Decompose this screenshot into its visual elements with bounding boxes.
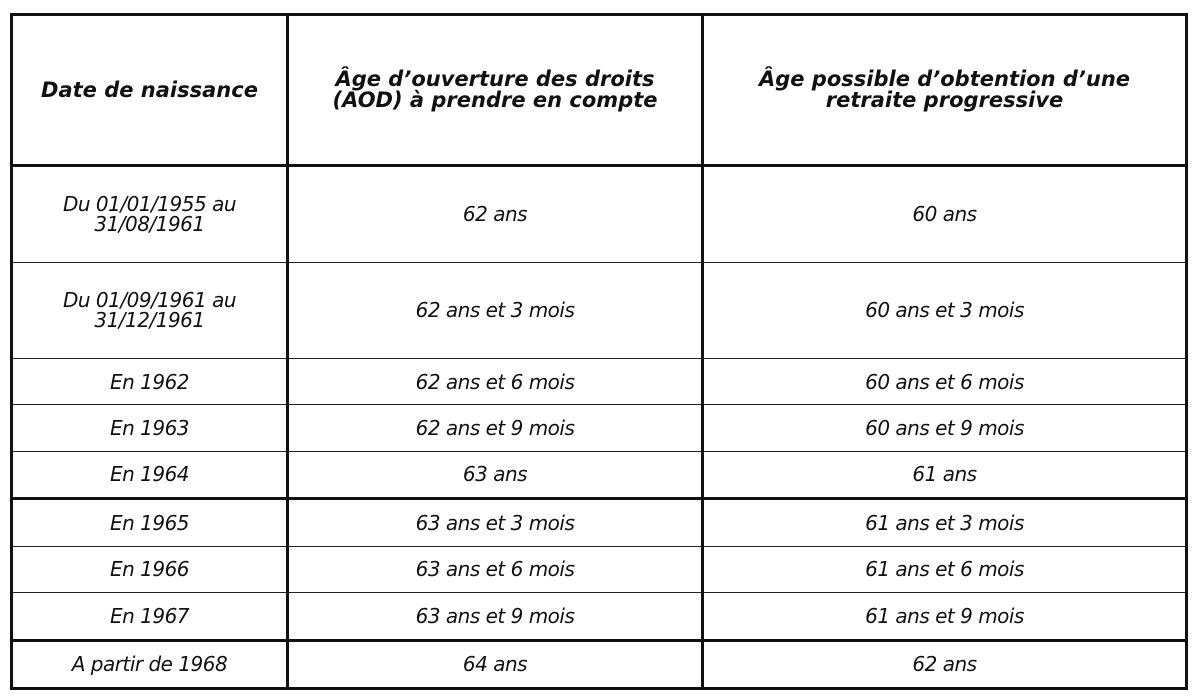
header-birth-date: Date de naissance <box>12 15 288 166</box>
birth-date-cell: En 1964 <box>12 451 288 498</box>
progressive-age-cell: 60 ans et 9 mois <box>703 405 1187 451</box>
progressive-age-cell: 62 ans <box>703 640 1187 689</box>
retirement-age-table <box>10 13 1188 690</box>
table-row <box>12 546 1187 592</box>
table-row <box>12 451 1187 498</box>
table-row <box>12 593 1187 640</box>
table-row <box>12 358 1187 404</box>
birth-date-cell: En 1967 <box>12 593 288 640</box>
table-row <box>12 405 1187 451</box>
birth-date-cell: En 1962 <box>12 358 288 404</box>
aod-age-cell: 62 ans et 6 mois <box>288 358 703 404</box>
aod-age-cell: 62 ans et 9 mois <box>288 405 703 451</box>
table-row <box>12 499 1187 546</box>
header-progressive-retirement-age: Âge possible d’obtention d’une retraite progressive <box>703 15 1187 166</box>
progressive-age-cell: 60 ans et 3 mois <box>703 262 1187 358</box>
aod-age-cell: 63 ans et 3 mois <box>288 499 703 546</box>
birth-date-cell: En 1965 <box>12 499 288 546</box>
aod-age-cell: 63 ans et 6 mois <box>288 546 703 592</box>
birth-date-cell: Du 01/01/1955 au 31/08/1961 <box>12 166 288 263</box>
progressive-age-cell: 61 ans <box>703 451 1187 498</box>
progressive-age-cell: 60 ans et 6 mois <box>703 358 1187 404</box>
table-header-row <box>12 15 1187 166</box>
header-aod-age: Âge d’ouverture des droits (AOD) à prendre en compte <box>288 15 703 166</box>
birth-date-cell: En 1966 <box>12 546 288 592</box>
table-row <box>12 166 1187 263</box>
aod-age-cell: 63 ans <box>288 451 703 498</box>
aod-age-cell: 63 ans et 9 mois <box>288 593 703 640</box>
aod-age-cell: 64 ans <box>288 640 703 689</box>
birth-date-cell: A partir de 1968 <box>12 640 288 689</box>
progressive-age-cell: 61 ans et 9 mois <box>703 593 1187 640</box>
birth-date-cell: En 1963 <box>12 405 288 451</box>
progressive-age-cell: 61 ans et 6 mois <box>703 546 1187 592</box>
aod-age-cell: 62 ans et 3 mois <box>288 262 703 358</box>
birth-date-cell: Du 01/09/1961 au 31/12/1961 <box>12 262 288 358</box>
progressive-age-cell: 61 ans et 3 mois <box>703 499 1187 546</box>
aod-age-cell: 62 ans <box>288 166 703 263</box>
table-row <box>12 262 1187 358</box>
progressive-age-cell: 60 ans <box>703 166 1187 263</box>
table-row <box>12 640 1187 689</box>
